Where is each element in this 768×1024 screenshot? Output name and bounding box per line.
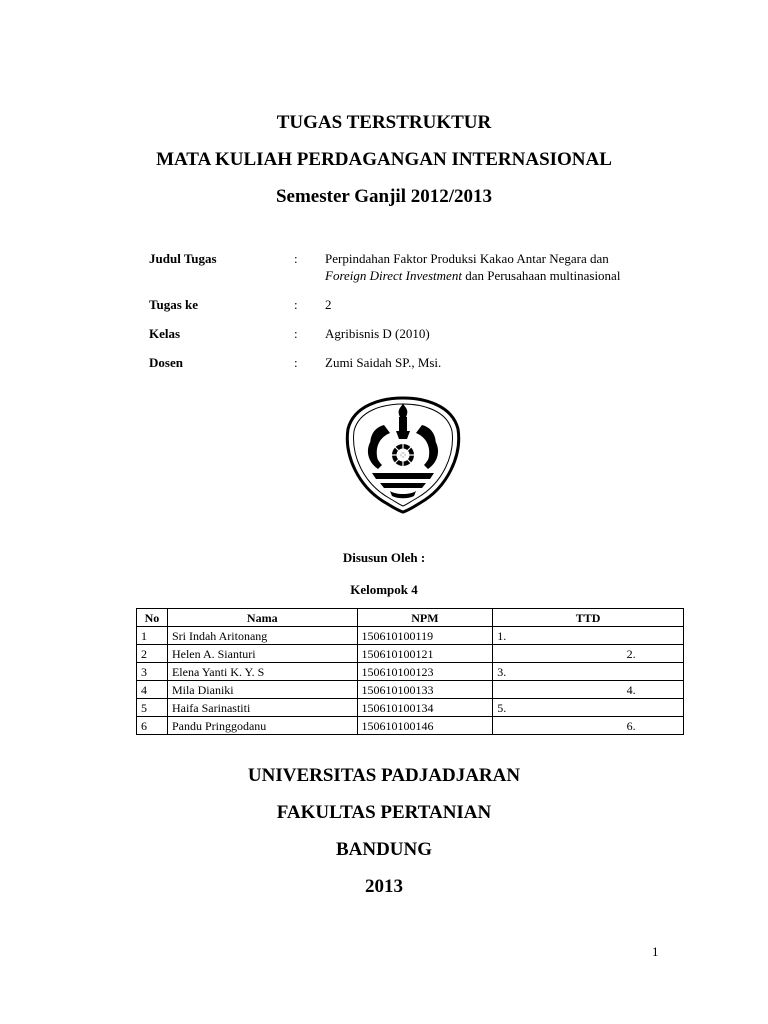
cell-npm: 150610100121 bbox=[357, 645, 493, 663]
cell-ttd: 3. bbox=[493, 663, 684, 681]
title-line-3: Semester Ganjil 2012/2013 bbox=[275, 186, 492, 207]
tugas-label: Tugas ke bbox=[149, 297, 199, 312]
cell-ttd: 1. bbox=[493, 627, 684, 645]
cell-nama: Pandu Pringgodanu bbox=[167, 717, 357, 735]
header-npm: NPM bbox=[357, 609, 493, 627]
judul-value-tail: dan Perusahaan multinasional bbox=[461, 268, 621, 283]
cell-npm: 150610100134 bbox=[357, 699, 493, 717]
table-row bbox=[137, 627, 684, 645]
university-logo-icon bbox=[344, 395, 462, 515]
cell-no: 2 bbox=[137, 645, 168, 663]
faculty-name: FAKULTAS PERTANIAN bbox=[276, 802, 492, 823]
colon: : bbox=[294, 297, 298, 312]
city-name: BANDUNG bbox=[335, 839, 433, 860]
cell-ttd: 4. bbox=[493, 681, 684, 699]
cell-nama: Haifa Sarinastiti bbox=[167, 699, 357, 717]
cell-ttd: 6. bbox=[493, 717, 684, 735]
cell-no: 5 bbox=[137, 699, 168, 717]
judul-label: Judul Tugas bbox=[149, 251, 217, 266]
header-nama: Nama bbox=[167, 609, 357, 627]
kelompok-label: Kelompok 4 bbox=[350, 582, 418, 597]
colon: : bbox=[294, 326, 298, 341]
university-name: UNIVERSITAS PADJADJARAN bbox=[247, 765, 521, 786]
cell-no: 4 bbox=[137, 681, 168, 699]
table-row bbox=[137, 663, 684, 681]
dosen-value: Zumi Saidah SP., Msi. bbox=[325, 355, 442, 370]
cell-ttd: 2. bbox=[493, 645, 684, 663]
judul-value-line2 bbox=[325, 267, 665, 284]
cell-no: 1 bbox=[137, 627, 168, 645]
kelas-value: Agribisnis D (2010) bbox=[325, 326, 430, 341]
table-row bbox=[137, 681, 684, 699]
cell-npm: 150610100123 bbox=[357, 663, 493, 681]
judul-value-line1: Perpindahan Faktor Produksi Kakao Antar Negara dan bbox=[325, 251, 609, 266]
judul-value-italic: Foreign Direct Investment bbox=[325, 268, 462, 283]
table-header-row bbox=[137, 609, 684, 627]
page-number: 1 bbox=[652, 944, 659, 959]
year: 2013 bbox=[365, 876, 403, 897]
disusun-oleh: Disusun Oleh : bbox=[342, 550, 426, 565]
table-row bbox=[137, 699, 684, 717]
cell-nama: Sri Indah Aritonang bbox=[167, 627, 357, 645]
colon: : bbox=[294, 355, 298, 370]
cell-nama: Elena Yanti K. Y. S bbox=[167, 663, 357, 681]
cell-npm: 150610100146 bbox=[357, 717, 493, 735]
judul-value bbox=[325, 250, 665, 284]
colon: : bbox=[294, 251, 298, 266]
table-row bbox=[137, 717, 684, 735]
cell-ttd: 5. bbox=[493, 699, 684, 717]
cell-nama: Helen A. Sianturi bbox=[167, 645, 357, 663]
members-table bbox=[136, 608, 684, 735]
header-no: No bbox=[137, 609, 168, 627]
cell-npm: 150610100119 bbox=[357, 627, 493, 645]
kelas-label: Kelas bbox=[149, 326, 181, 341]
cell-no: 3 bbox=[137, 663, 168, 681]
title-line-1: TUGAS TERSTRUKTUR bbox=[276, 112, 492, 133]
title-line-2: MATA KULIAH PERDAGANGAN INTERNASIONAL bbox=[156, 149, 612, 170]
table-row bbox=[137, 645, 684, 663]
cell-nama: Mila Dianiki bbox=[167, 681, 357, 699]
header-ttd: TTD bbox=[493, 609, 684, 627]
cell-no: 6 bbox=[137, 717, 168, 735]
cell-npm: 150610100133 bbox=[357, 681, 493, 699]
tugas-value: 2 bbox=[325, 297, 332, 312]
dosen-label: Dosen bbox=[149, 355, 183, 370]
